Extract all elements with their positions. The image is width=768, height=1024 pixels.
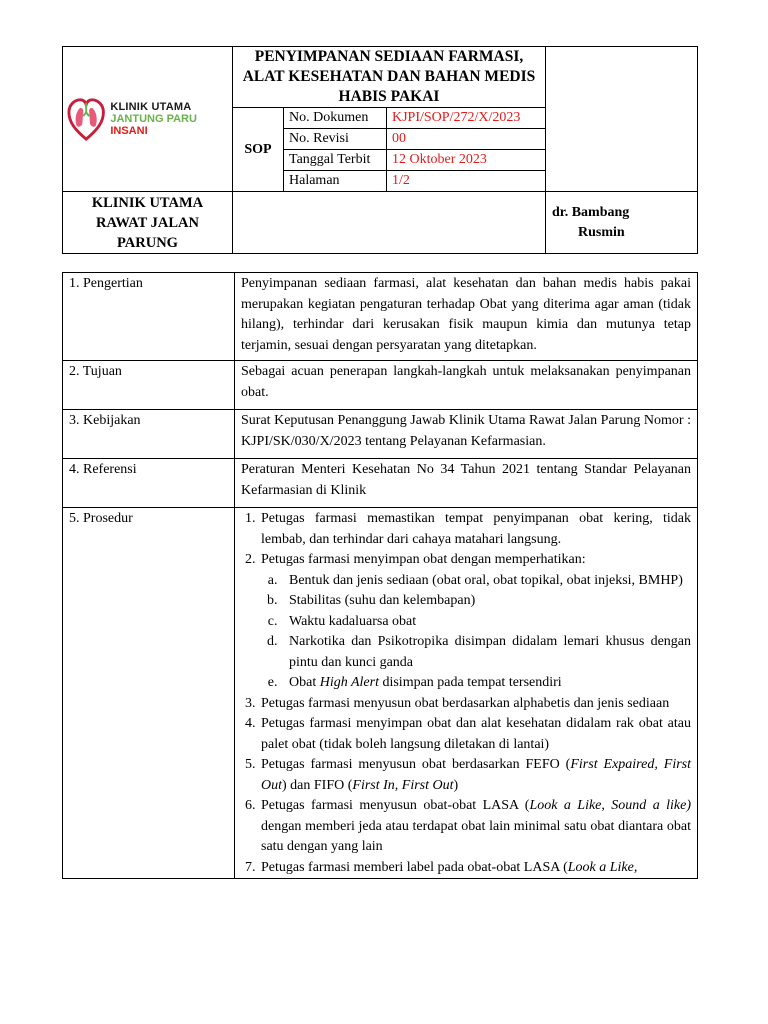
step-text: dengan memberi jeda atau terdapat obat lain minimal satu obat diantara obat satu dengan yang lain [261,818,691,854]
signature-space [233,192,546,254]
procedure-substep: d. Narkotika dan Psikotropika disimpan didalam lemari khusus dengan pintu dan kunci ganda [281,632,691,673]
section-text-referensi: Peraturan Menteri Kesehatan No 34 Tahun 2021 tentang Standar Pelayanan Kefarmasian di Klinik [235,459,698,508]
section-text-prosedur [235,508,698,879]
procedure-list [241,509,691,878]
sop-content-table [62,272,698,879]
step-text: Petugas farmasi menyusun obat-obat LASA ( [261,798,530,813]
clinic-logo [63,96,232,142]
logo-text-name [110,113,232,137]
section-label-pengertian: 1. Pengertian [63,273,235,361]
section-label-kebijakan: 3. Kebijakan [63,410,235,459]
sop-header-table [62,46,698,254]
procedure-step [259,550,691,694]
title-line-2: ALAT KESEHATAN DAN BAHAN MEDIS [242,68,536,85]
step-text: Petugas farmasi memberi label pada obat-obat LASA ( [261,859,568,875]
procedure-step: 4. Petugas farmasi menyimpan obat dan alat kesehatan didalam rak obat atau palet obat (tidak boleh langsung diletakan di lantai) [259,714,691,755]
sop-label: SOP [233,108,284,192]
step-text: ) dan FIFO ( [282,777,353,793]
signer-block [546,192,698,254]
signer-name-line-2: Rusmin [578,224,625,240]
meta-value-tanggal: 12 Oktober 2023 [387,150,546,171]
procedure-step: 1. Petugas farmasi memastikan tempat penyimpanan obat kering, tidak lembab, dan terhindar dari cahaya matahari langsung. [259,509,691,550]
section-label-referensi: 4. Referensi [63,459,235,508]
section-text-tujuan: Sebagai acuan penerapan langkah-langkah untuk melaksanakan penyimpanan obat. [235,361,698,410]
section-row-pengertian [63,273,698,361]
section-text-pengertian: Penyimpanan sediaan farmasi, alat kesehatan dan bahan medis habis pakai merupakan kegiatan pengaturan terhadap Obat yang diterima agar aman (tidak hilang), terhindar dari kerusakan fisik maupun kimia dan mutunya tetap terjamin, sesuai dengan persyaratan yang ditetapkan. [235,273,698,361]
section-row-prosedur [63,508,698,879]
section-row-tujuan [63,361,698,410]
procedure-substep: a. Bentuk dan jenis sediaan (obat oral, obat topikal, obat injeksi, BMHP) [281,571,691,592]
document-title [233,47,546,108]
procedure-step [259,858,691,879]
procedure-substep [281,673,691,694]
procedure-step: 3. Petugas farmasi menyusun obat berdasarkan alphabetis dan jenis sediaan [259,694,691,715]
heart-lungs-icon [67,96,105,142]
meta-label-dokumen: No. Dokumen [284,108,387,129]
logo-text-insani: INSANI [110,125,148,137]
logo-text-clinic: KLINIK UTAMA [110,101,192,113]
substep-emphasis: High Alert [319,675,379,690]
org-line-3: PARUNG [117,234,178,251]
title-line-3: HABIS PAKAI [338,88,440,105]
procedure-step [259,755,691,796]
meta-label-halaman: Halaman [284,171,387,192]
section-text-kebijakan: Surat Keputusan Penanggung Jawab Klinik Utama Rawat Jalan Parung Nomor : KJPI/SK/030/X/2023 tentang Pelayanan Kefarmasian. [235,410,698,459]
signer-name-line-1: dr. Bambang [552,204,630,220]
meta-label-tanggal: Tanggal Terbit [284,150,387,171]
step-emphasis: First In, First Out [352,777,454,793]
procedure-step [259,796,691,858]
logo-cell [63,47,233,192]
org-line-2: RAWAT JALAN [96,214,199,231]
meta-value-dokumen: KJPI/SOP/272/X/2023 [387,108,546,129]
procedure-step-text: Petugas farmasi menyimpan obat dengan memperhatikan: [261,552,586,567]
meta-value-revisi: 00 [387,129,546,150]
logo-text-jantung-paru: JANTUNG PARU [110,113,197,125]
step-emphasis: Look a Like, Sound a like) [529,798,691,813]
title-line-1: PENYIMPANAN SEDIAAN FARMASI, [254,48,524,65]
procedure-substep: c. Waktu kadaluarsa obat [281,612,691,633]
procedure-sublist [261,571,691,694]
header-right-blank [546,47,698,192]
meta-value-halaman: 1/2 [387,171,546,192]
section-row-referensi [63,459,698,508]
substep-text: disimpan pada tempat tersendiri [378,675,562,690]
section-label-prosedur: 5. Prosedur [63,508,235,879]
organization-name [63,192,233,254]
org-line-1: KLINIK UTAMA [91,194,204,211]
step-text: ) [453,777,459,793]
step-text: Petugas farmasi menyusun obat berdasarkan FEFO ( [261,757,571,772]
substep-text: Obat [289,675,320,690]
section-label-tujuan: 2. Tujuan [63,361,235,410]
step-emphasis: Look a Like, [567,859,638,875]
meta-label-revisi: No. Revisi [284,129,387,150]
procedure-substep: b. Stabilitas (suhu dan kelembapan) [281,591,691,612]
section-row-kebijakan [63,410,698,459]
step-emphasis: First Expaired, First Out [261,757,691,793]
